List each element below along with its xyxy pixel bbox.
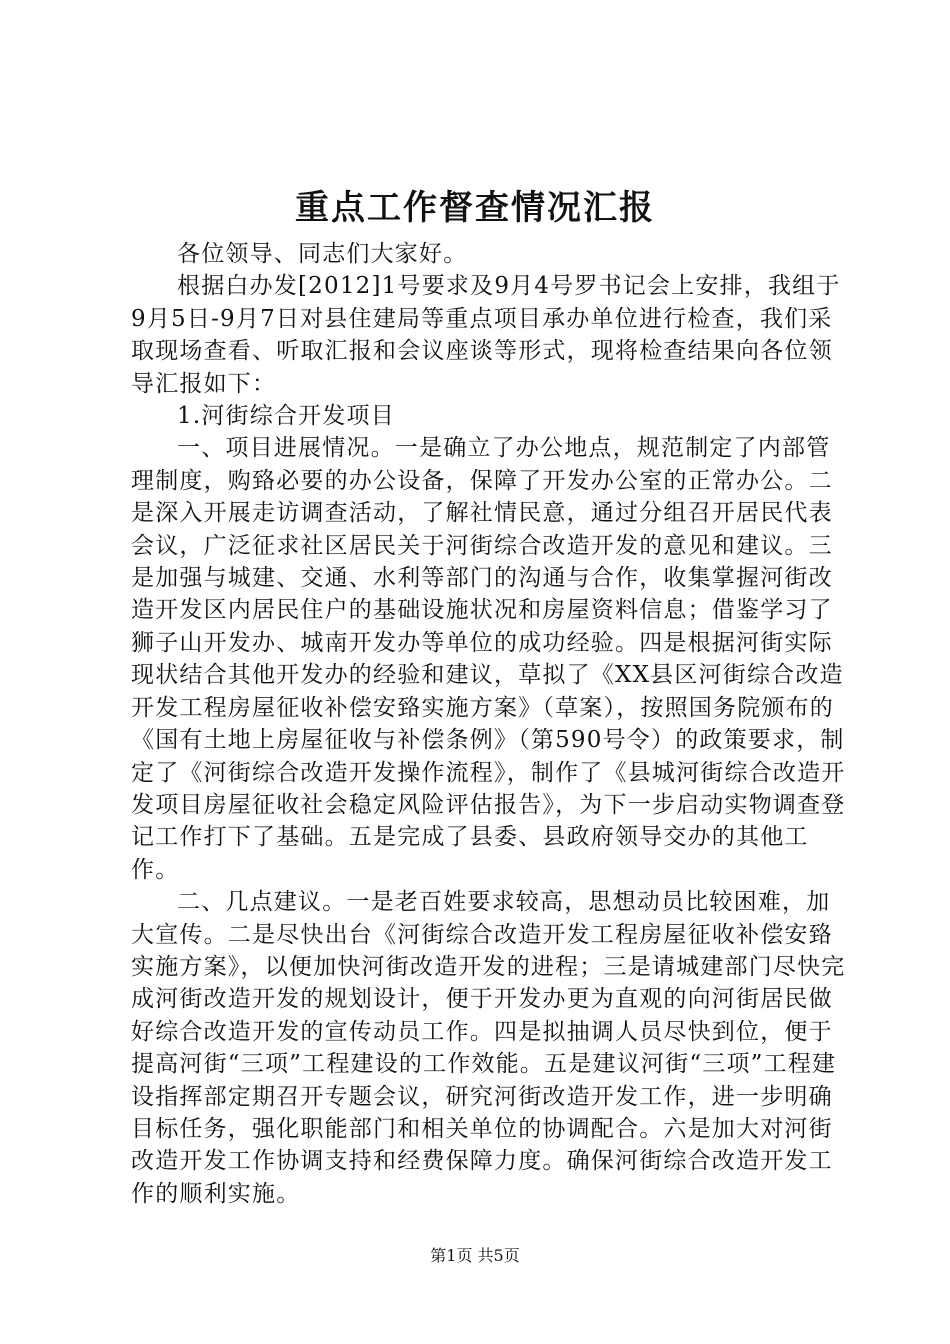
document-title: 重点工作督查情况汇报	[295, 188, 655, 228]
project-heading: 1.河街综合开发项目	[177, 403, 395, 430]
document-body	[131, 238, 853, 1210]
progress-paragraph: 一、项目进展情况。一是确立了办公地点，规范制定了内部管理制度，购臵必要的办公设备，保障了开发办公室的正常办公。二是深入开展走访调查活动，了解社情民意，通过分组召开居民代表会议，广泛征求社区居民关于河街综合改造开发的意见和建议。三是加强与城建、交通、水利等部门的沟通与合作，收集掌握河街改造开发区内居民住户的基础设施状况和房屋资料信息；借鉴学习了狮子山开发办、城南开发办等单位的成功经验。四是根据河街实际现状结合其他开发办的经验和建议，草拟了《XX县区河街综合改造开发工程房屋征收补偿安臵实施方案》（草案），按照国务院颁布的《国有土地上房屋征收与补偿条例》（第590号令）的政策要求，制定了《河街综合改造开发操作流程》，制作了《县城河街综合改造开发项目房屋征收社会稳定风险评估报告》，为下一步启动实物调查登记工作打下了基础。五是完成了县委、县政府领导交办的其他工作。	[131, 435, 846, 883]
intro-paragraph: 根据白办发[2012]1号要求及9月4号罗书记会上安排，我组于9月5日-9月7日对县住建局等重点项目承办单位进行检查，我们采取现场查看、听取汇报和会议座谈等形式，现将检查结果向各位领导汇报如下：	[131, 273, 841, 397]
page-number: 第1页 共5页	[430, 1246, 520, 1265]
suggestions-paragraph: 二、几点建议。一是老百姓要求较高，思想动员比较困难，加大宣传。二是尽快出台《河街综合改造开发工程房屋征收补偿安臵实施方案》，以便加快河街改造开发的进程；三是请城建部门尽快完成河街改造开发的规划设计，便于开发办更为直观的向河街居民做好综合改造开发的宣传动员工作。四是拟抽调人员尽快到位，便于提高河街“三项”工程建设的工作效能。五是建议河街“三项”工程建设指挥部定期召开专题会议，研究河街改造开发工作，进一步明确目标任务，强化职能部门和相关单位的协调配合。六是加大对河街改造开发工作协调支持和经费保障力度。确保河街综合改造开发工作的顺利实施。	[131, 889, 846, 1207]
greeting-paragraph: 各位领导、同志们大家好。	[177, 241, 468, 267]
